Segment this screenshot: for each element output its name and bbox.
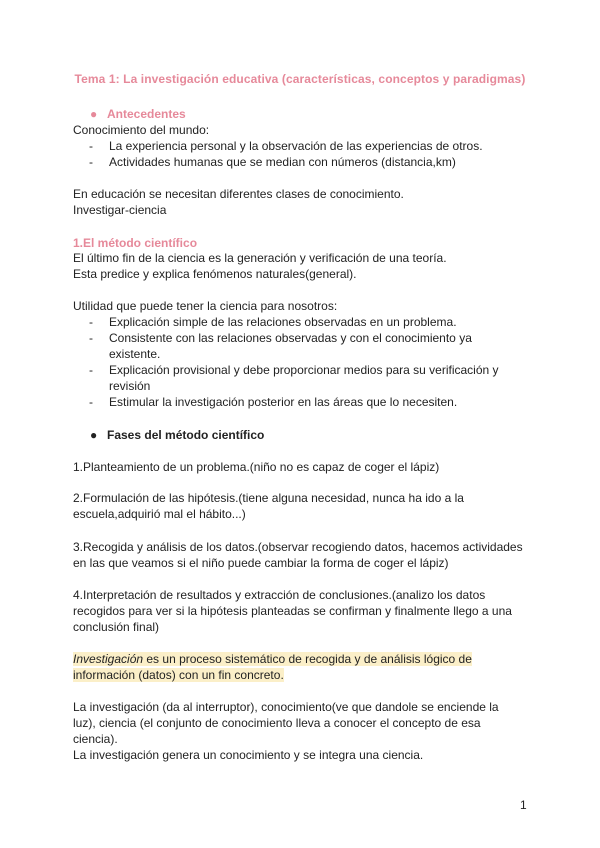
fase-4-line-3: conclusión final): [73, 620, 160, 634]
antecedentes-item-text: La experiencia personal y la observación de las experiencias de otros.: [109, 139, 483, 153]
bullet-icon: ●: [90, 107, 98, 121]
page-title: Tema 1: La investigación educativa (características, conceptos y paradigmas): [74, 72, 526, 86]
antecedentes-item-text: Actividades humanas que se median con números (distancia,km): [109, 155, 456, 169]
definicion-text: información (datos) con un fin concreto.: [73, 668, 284, 682]
fase-3-line-2: en las que veamos si el niño puede cambiar la forma de coger el lápiz): [73, 556, 449, 570]
bullet-icon: ●: [90, 428, 98, 442]
metodo-line-1: El último fin de la ciencia es la generación y verificación de una teoría.: [73, 251, 447, 265]
fase-2-line-2: escuela,adquirió mal el hábito...): [73, 507, 246, 521]
fases-heading: Fases del método científico: [107, 428, 265, 442]
cierre-line-2: luz), ciencia (el conjunto de conocimiento lleva a conocer el concepto de esa: [73, 716, 481, 730]
fase-4-line-1: 4.Interpretación de resultados y extracción de conclusiones.(analizo los datos: [73, 588, 486, 602]
utilidad-intro: Utilidad que puede tener la ciencia para nosotros:: [73, 299, 338, 313]
antecedentes-paragraph-1: En educación se necesitan diferentes clases de conocimiento.: [73, 187, 404, 201]
utilidad-item-text: Estimular la investigación posterior en las áreas que lo necesiten.: [109, 395, 458, 409]
definicion-text: es un proceso sistemático de recogida y de análisis lógico de: [143, 652, 472, 666]
utilidad-item-text: Consistente con las relaciones observadas y con el conocimiento ya: [109, 331, 472, 345]
antecedentes-heading: Antecedentes: [107, 107, 186, 121]
definicion-term: Investigación: [73, 652, 144, 666]
definicion-line-2: [73, 667, 284, 683]
definicion-line-1: [73, 651, 472, 667]
dash-icon: -: [89, 363, 93, 377]
utilidad-item-text: Explicación provisional y debe proporcionar medios para su verificación y: [109, 363, 499, 377]
cierre-line-4: La investigación genera un conocimiento y se integra una ciencia.: [73, 748, 424, 762]
dash-icon: -: [89, 139, 93, 153]
cierre-line-3: ciencia).: [73, 732, 118, 746]
utilidad-item-text: Explicación simple de las relaciones observadas en un problema.: [109, 315, 457, 329]
page-number: 1: [520, 798, 527, 812]
dash-icon: -: [89, 315, 93, 329]
antecedentes-intro: Conocimiento del mundo:: [73, 123, 210, 137]
fase-4-line-2: recogidos para ver si la hipótesis planteadas se confirman y finalmente llego a una: [73, 604, 512, 618]
utilidad-item-text-cont: revisión: [109, 379, 151, 393]
dash-icon: -: [89, 331, 93, 345]
dash-icon: -: [89, 155, 93, 169]
antecedentes-paragraph-2: Investigar-ciencia: [73, 203, 167, 217]
fase-3-line-1: 3.Recogida y análisis de los datos.(observar recogiendo datos, hacemos actividades: [73, 540, 523, 554]
metodo-heading: 1.El método científico: [73, 236, 198, 250]
fase-1: 1.Planteamiento de un problema.(niño no es capaz de coger el lápiz): [73, 460, 440, 474]
utilidad-item-text-cont: existente.: [109, 347, 161, 361]
cierre-line-1: La investigación (da al interruptor), conocimiento(ve que dandole se enciende la: [73, 700, 499, 714]
dash-icon: -: [89, 395, 93, 409]
metodo-line-2: Esta predice y explica fenómenos naturales(general).: [73, 267, 357, 281]
fase-2-line-1: 2.Formulación de las hipótesis.(tiene alguna necesidad, nunca ha ido a la: [73, 491, 464, 505]
